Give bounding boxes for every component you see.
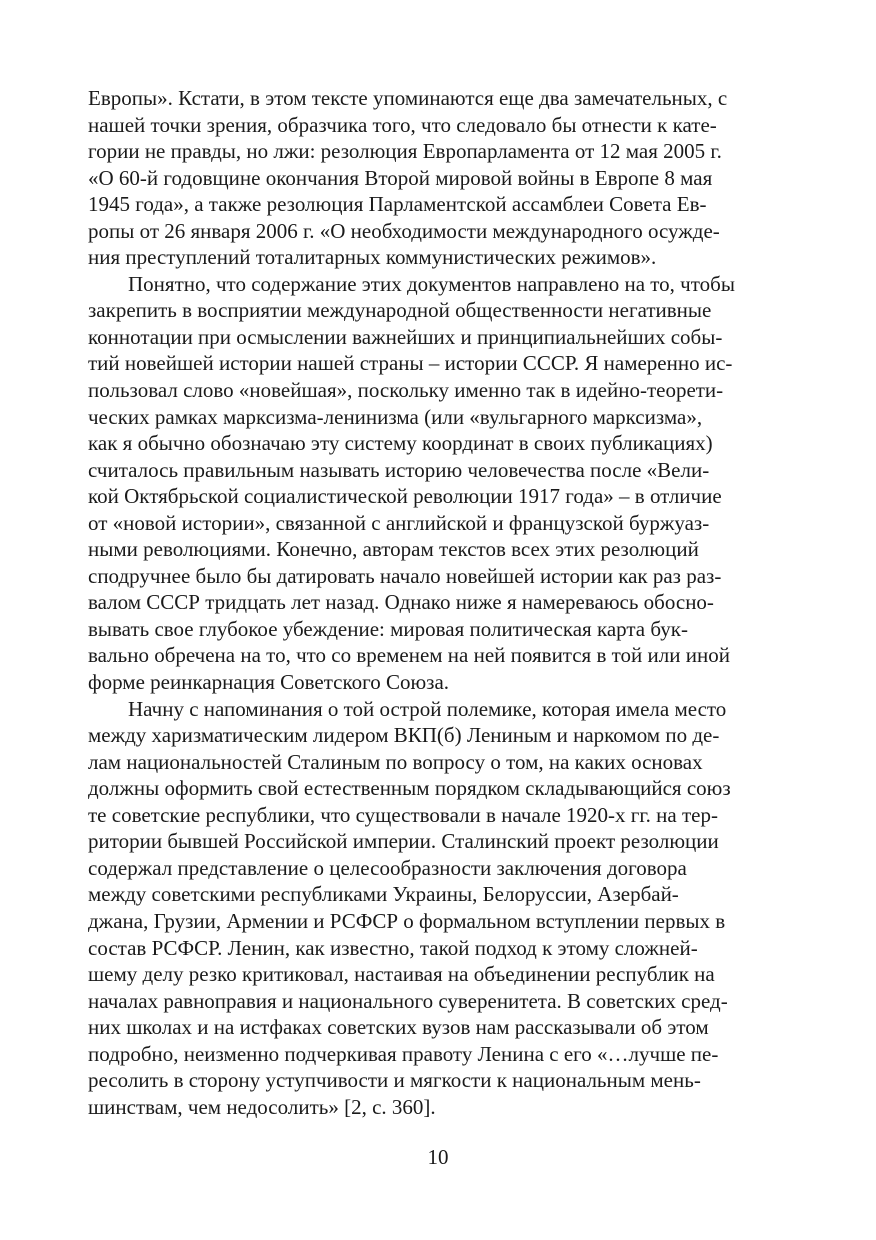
body-text <box>88 85 790 1120</box>
text-line: закрепить в восприятии международной общественности негативные <box>88 298 712 323</box>
text-line: пользовал слово «новейшая», поскольку именно так в идейно-теорети- <box>88 378 724 403</box>
text-line: ческих рамках марксизма-ленинизма (или «вульгарного марксизма», <box>88 404 703 429</box>
text-line: Начну с напоминания о той острой полемике, которая имела место <box>128 696 727 721</box>
text-line: Понятно, что содержание этих документов направлено на то, чтобы <box>128 271 735 296</box>
text-line: валом СССР тридцать лет назад. Однако ниже я намереваюсь обосно- <box>88 590 714 615</box>
text-line: должны оформить свой естественным порядком складывающийся союз <box>88 776 731 801</box>
text-line: ресолить в сторону уступчивости и мягкости к национальным мень- <box>88 1068 701 1093</box>
text-line: те советские республики, что существовали в начале 1920-х гг. на тер- <box>88 802 718 827</box>
text-line: между харизматическим лидером ВКП(б) Лениным и наркомом по де- <box>88 723 720 748</box>
text-line: тий новейшей истории нашей страны – истории СССР. Я намеренно ис- <box>88 351 733 376</box>
text-line: считалось правильным называть историю человечества после «Вели- <box>88 457 710 482</box>
paragraph <box>88 271 790 696</box>
text-line: содержал представление о целесообразности заключения договора <box>88 855 687 880</box>
text-line: коннотации при осмыслении важнейших и принципиальнейших собы- <box>88 324 723 349</box>
text-line: между советскими республиками Украины, Белоруссии, Азербай- <box>88 882 679 907</box>
text-line: них школах и на истфаках советских вузов нам рассказывали об этом <box>88 1015 709 1040</box>
text-line: шинствам, чем недосолить» [2, с. 360]. <box>88 1094 436 1119</box>
text-line: началах равноправия и национального суверенитета. В советских сред- <box>88 988 728 1013</box>
text-line: как я обычно обозначаю эту систему координат в своих публикациях) <box>88 431 713 456</box>
text-line: Европы». Кстати, в этом тексте упоминаются еще два замечательных, с <box>88 86 728 110</box>
text-line: нашей точки зрения, образчика того, что следовало бы отнести к кате- <box>88 112 717 137</box>
text-line: лам национальностей Сталиным по вопросу о том, на каких основах <box>88 749 703 774</box>
text-line: ропы от 26 января 2006 г. «О необходимости международного осужде- <box>88 218 720 243</box>
text-line: ния преступлений тоталитарных коммунистических режимов». <box>88 245 657 270</box>
text-line: гории не правды, но лжи: резолюция Европарламента от 12 мая 2005 г. <box>88 139 722 164</box>
text-line: «О 60-й годовщине окончания Второй мировой войны в Европе 8 мая <box>88 165 713 190</box>
text-line: кой Октябрьской социалистической революции 1917 года» – в отличие <box>88 484 722 509</box>
page-number: 10 <box>427 1145 449 1169</box>
text-line: ритории бывшей Российской империи. Сталинский проект резолюции <box>88 829 719 854</box>
text-line: вально обречена на то, что со временем на ней появится в той или иной <box>88 643 730 668</box>
text-line: состав РСФСР. Ленин, как известно, такой подход к этому сложней- <box>88 935 698 960</box>
paragraph <box>88 696 790 1121</box>
text-line: подробно, неизменно подчеркивая правоту Ленина с его «…лучше пе- <box>88 1041 719 1066</box>
text-line: ными революциями. Конечно, авторам текстов всех этих резолюций <box>88 537 699 562</box>
text-line: от «новой истории», связанной с английской и французской буржуаз- <box>88 510 710 535</box>
paragraph <box>88 85 790 271</box>
text-line: шему делу резко критиковал, настаивая на объединении республик на <box>88 962 715 987</box>
text-line: 1945 года», а также резолюция Парламентской ассамблеи Совета Ев- <box>88 192 707 217</box>
text-line: вывать свое глубокое убеждение: мировая политическая карта бук- <box>88 616 688 641</box>
text-line: сподручнее было бы датировать начало новейшей истории как раз раз- <box>88 563 722 588</box>
text-line: джана, Грузии, Армении и РСФСР о формальном вступлении первых в <box>88 908 726 933</box>
text-line: форме реинкарнация Советского Союза. <box>88 670 450 695</box>
